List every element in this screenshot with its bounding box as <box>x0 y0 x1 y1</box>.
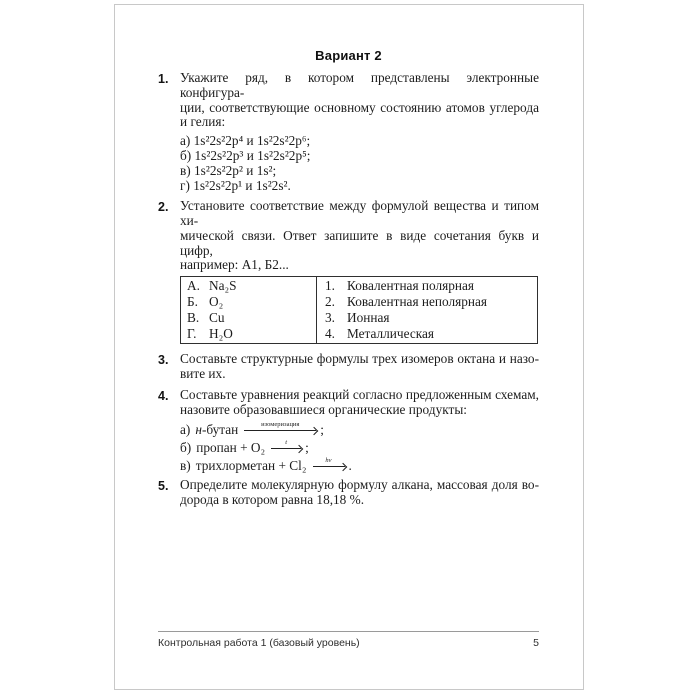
reaction-b <box>180 438 539 456</box>
question-1 <box>158 71 539 193</box>
bond-type-number: 1. <box>325 278 335 294</box>
page-content <box>158 5 539 508</box>
variant-title: Вариант 2 <box>315 48 382 63</box>
substance-formula: Cu <box>209 310 225 326</box>
reagent-italic: н <box>195 422 202 438</box>
question-number: 2. <box>158 200 169 215</box>
footer <box>158 631 539 649</box>
question-text <box>180 388 539 475</box>
question-text-line: Установите соответствие между формулой вещества и типом хи- <box>180 198 539 228</box>
arrow-label: hν <box>325 457 332 465</box>
reaction-v <box>180 456 539 474</box>
question-text <box>180 199 539 344</box>
option-b: б) 1s²2s²2p³ и 1s²2s²2p⁵; <box>180 148 311 164</box>
reaction-letter: в) <box>180 458 191 474</box>
question-text <box>180 352 539 382</box>
bond-type-number: 3. <box>325 310 335 326</box>
bond-type-row <box>325 310 537 326</box>
bond-type-label: Ковалентная неполярная <box>347 294 488 310</box>
question-text-line: дорода в котором равна 18,18 %. <box>180 492 365 508</box>
question-text-line: Составьте уравнения реакций согласно предложенным схемам, <box>180 386 539 402</box>
substance-formula: Na₂S <box>209 278 237 294</box>
substance-letter: Г. <box>187 326 197 342</box>
question-4 <box>158 388 539 475</box>
bond-type-label: Ковалентная полярная <box>347 278 475 294</box>
reagent: трихлорметан + Cl₂ <box>195 458 307 474</box>
substance-formula: O₂ <box>209 294 224 310</box>
substance-row <box>187 278 316 294</box>
reaction-arrow <box>271 438 301 452</box>
question-5 <box>158 478 539 508</box>
reagent: -бутан <box>201 422 239 438</box>
bond-type-row <box>325 294 537 310</box>
footer-divider <box>158 631 539 632</box>
reaction-letter: б) <box>180 440 192 456</box>
substance-formula: H₂O <box>209 326 233 342</box>
reactions-list <box>180 420 539 474</box>
substance-row <box>187 294 316 310</box>
question-2 <box>158 199 539 344</box>
question-text-line: Укажите ряд, в котором представлены электронные конфигура- <box>180 70 539 100</box>
question-text-line: вите их. <box>180 365 226 381</box>
reaction-tail: ; <box>320 422 324 438</box>
question-number: 1. <box>158 72 169 86</box>
bond-type-number: 2. <box>325 294 335 310</box>
arrow-shaft <box>244 430 316 431</box>
bond-types-column <box>316 277 537 343</box>
substance-letter: А. <box>187 278 200 294</box>
bond-type-row <box>325 278 537 294</box>
question-text <box>180 478 539 508</box>
bond-type-label: Ионная <box>347 310 390 326</box>
bond-type-row <box>325 326 537 342</box>
question-text-line: мической связи. Ответ запишите в виде сочетания букв и цифр, <box>180 227 539 258</box>
arrow-label: изомеризация <box>261 421 300 429</box>
matching-table <box>180 276 538 344</box>
arrow-label: t <box>285 439 288 447</box>
footer-title: Контрольная работа 1 (базовый уровень) <box>158 637 360 649</box>
page-number: 5 <box>533 637 539 649</box>
option-v: в) 1s²2s²2p² и 1s²; <box>180 163 277 179</box>
question-text-line: ции, соответствующие основному состоянию атомов углерода <box>180 99 539 115</box>
question-text-line: Составьте структурные формулы трех изомеров октана и назо- <box>180 351 539 367</box>
options-list <box>180 133 539 193</box>
reaction-letter: а) <box>180 422 191 438</box>
substance-row <box>187 310 316 326</box>
question-number: 3. <box>158 353 169 368</box>
substances-column <box>181 277 316 343</box>
substance-letter: В. <box>187 310 200 326</box>
question-number: 4. <box>158 388 169 403</box>
arrow-shaft <box>271 448 301 449</box>
question-number: 5. <box>158 479 169 494</box>
question-text-line: и гелия: <box>180 114 226 130</box>
question-text <box>180 71 539 193</box>
reaction-tail: ; <box>305 440 309 456</box>
bond-type-number: 4. <box>325 326 335 342</box>
reaction-tail: . <box>348 458 352 474</box>
bond-type-label: Металлическая <box>347 326 435 342</box>
option-a: а) 1s²2s²2p⁴ и 1s²2s²2p⁶; <box>180 133 311 149</box>
option-g: г) 1s²2s²2p¹ и 1s²2s². <box>180 178 291 194</box>
page <box>114 4 584 690</box>
substance-letter: Б. <box>187 294 198 310</box>
question-text-line: назовите образовавшиеся органические продукты: <box>180 401 467 417</box>
reaction-arrow <box>313 456 345 470</box>
question-text-line: Определите молекулярную формулу алкана, массовая доля во- <box>180 477 539 493</box>
reaction-arrow <box>244 420 316 434</box>
question-text-line: например: А1, Б2... <box>180 257 289 273</box>
arrow-shaft <box>313 466 345 467</box>
substance-row <box>187 326 316 342</box>
question-3 <box>158 352 539 382</box>
reagent: пропан + O₂ <box>196 440 266 456</box>
reaction-a <box>180 420 539 438</box>
